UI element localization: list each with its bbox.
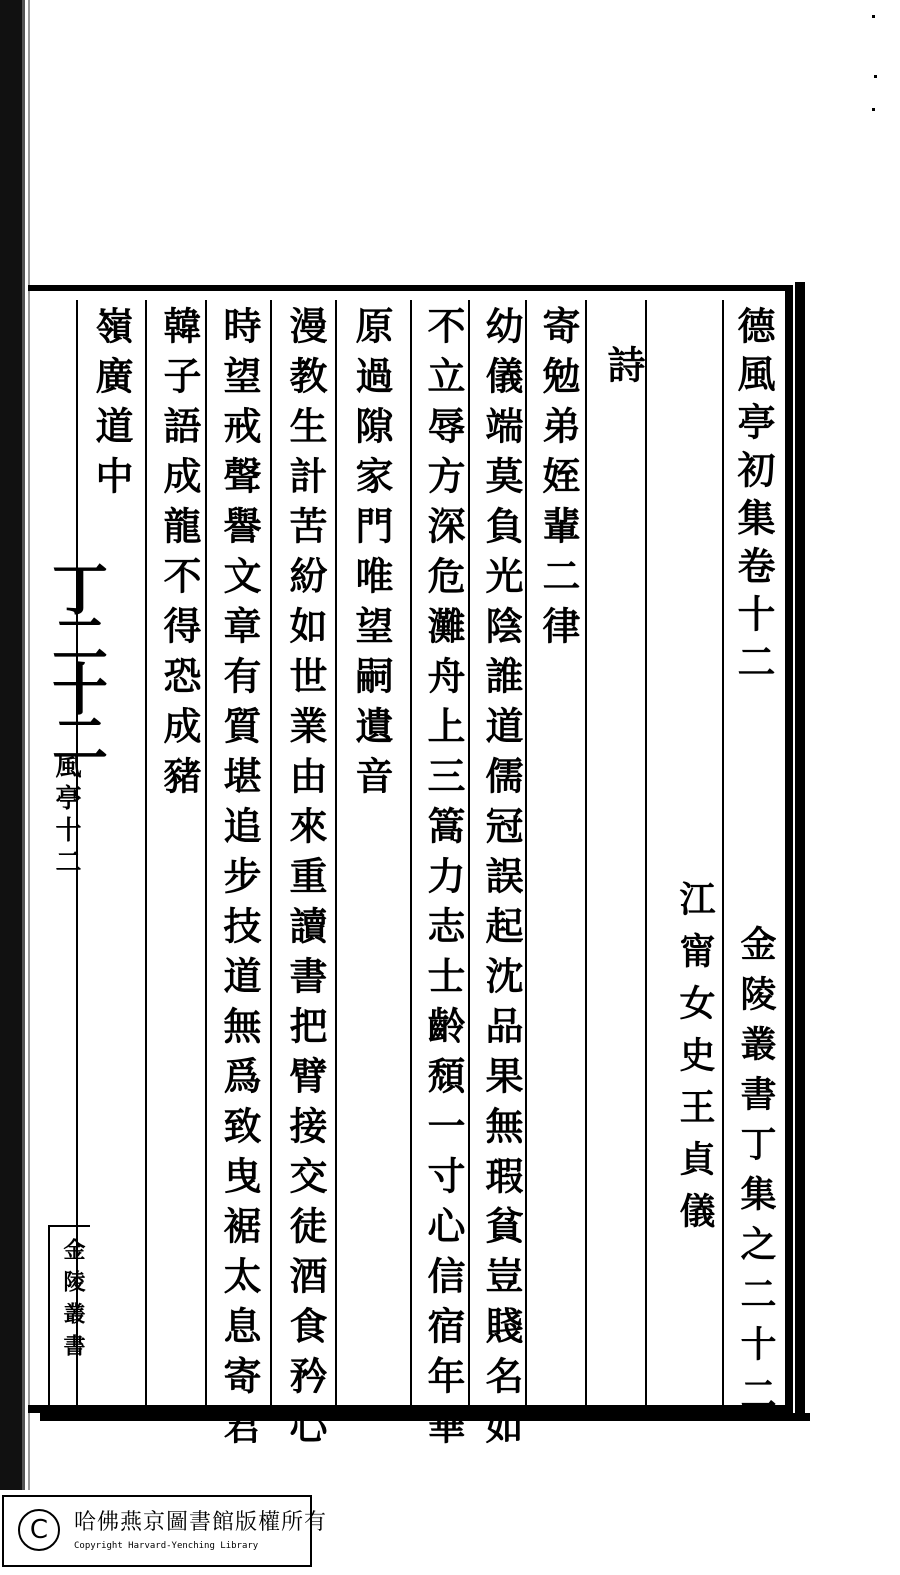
scan-speck — [872, 108, 875, 111]
section-heading: 詩 — [601, 345, 646, 395]
fore-edge-series: 金陵叢書 — [60, 1238, 86, 1366]
binding-shadow — [22, 0, 25, 1490]
column-rule — [410, 300, 412, 1410]
scan-speck — [874, 75, 877, 78]
frame-right-shadow — [795, 282, 805, 1420]
copyright-english: Copyright Harvard-Yenching Library — [74, 1541, 259, 1551]
poem-line: 韓子語成龍不得恐成豬 — [157, 306, 202, 806]
fore-edge-title: 風亭十二 — [51, 752, 81, 880]
column-rule — [270, 300, 272, 1410]
fore-edge-volume-mark: 丁二十二 — [43, 560, 109, 760]
copyright-stamp — [2, 1495, 328, 1567]
poem-line: 漫教生計苦紛如世業由來重讀書把臂接交徒酒食矜心 — [283, 306, 328, 1456]
scan-speck — [872, 15, 875, 18]
poem-title: 寄勉弟姪輩二律 — [536, 306, 581, 656]
book-binding-edge — [0, 0, 22, 1490]
copyright-chinese: 哈佛燕京圖書館版權所有 — [74, 1510, 328, 1535]
author-line: 江甯女史王貞儀 — [674, 880, 716, 1244]
copyright-icon: C — [18, 1509, 60, 1551]
column-rule — [468, 300, 470, 1410]
column-rule — [145, 300, 147, 1410]
poem-line: 原過隙家門唯望嗣遺音 — [349, 306, 394, 806]
column-rule — [335, 300, 337, 1410]
column-rule — [645, 300, 647, 1410]
poem-title: 嶺廣道中 — [89, 306, 134, 506]
column-rule — [205, 300, 207, 1410]
poem-line: 幼儀端莫負光陰誰道儒冠誤起沈品果無瑕貧豈賤名如 — [479, 306, 524, 1456]
column-rule — [525, 300, 527, 1410]
volume-title: 德風亭初集卷十二 — [731, 306, 776, 690]
column-rule — [585, 300, 587, 1410]
poem-line: 不立辱方深危灘舟上三篙力志士齡頹一寸心信宿年華 — [421, 306, 466, 1456]
column-rule — [722, 300, 724, 1410]
poem-line: 時望戒聲譽文章有質堪追步技道無爲致曳裾太息寄君 — [217, 306, 262, 1456]
series-title: 金陵叢書丁集之二十二 — [735, 925, 777, 1425]
